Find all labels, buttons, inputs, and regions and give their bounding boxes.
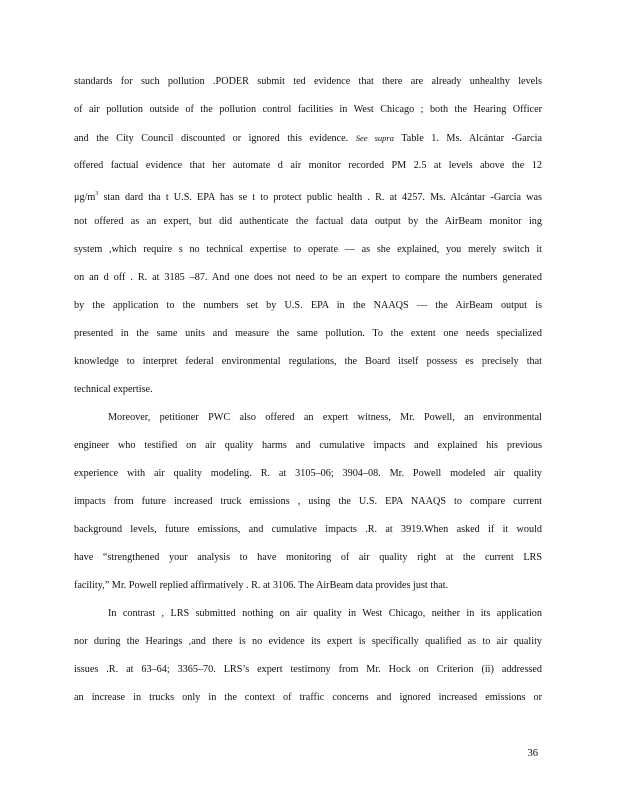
text-line: have “strengthened your analysis to have monitoring of air quality right at the current LRS bbox=[74, 552, 542, 563]
text-line: impacts from future increased truck emissions , using the U.S. EPA NAAQS to compare current bbox=[74, 496, 542, 507]
text-line: knowledge to interpret federal environmental regulations, the Board itself possess es precisely that bbox=[74, 356, 542, 367]
text-line: issues .R. at 63–64; 3365–70. LRS’s expert testimony from Mr. Hock on Criterion (ii) addressed bbox=[74, 664, 542, 675]
text-line: offered factual evidence that her automate d air monitor recorded PM 2.5 at levels above the 12 bbox=[74, 160, 542, 171]
text-line: facility,” Mr. Powell replied affirmatively . R. at 3106. The AirBeam data provides just that. bbox=[74, 580, 449, 591]
text-line: In contrast , LRS submitted nothing on air quality in West Chicago, neither in its application bbox=[108, 608, 542, 619]
text-line-segment: stan dard tha t U.S. EPA has se t to protect public health . R. at 4257. Ms. Alcántar -Garcia was bbox=[103, 192, 542, 203]
text-line: an increase in trucks only in the context of traffic concerns and ignored increased emissions or bbox=[74, 692, 542, 703]
text-line-segment: Table 1. Ms. Alcántar -Garcia bbox=[401, 133, 542, 144]
superscript: 3 bbox=[95, 191, 99, 197]
text-line: by the application to the numbers set by U.S. EPA in the NAAQS — the AirBeam output is bbox=[74, 300, 542, 311]
page-number: 36 bbox=[527, 748, 538, 759]
text-line: experience with air quality modeling. R. at 3105–06; 3904–08. Mr. Powell modeled air quality bbox=[74, 468, 542, 479]
text-line: technical expertise. bbox=[74, 384, 153, 395]
text-line: nor during the Hearings ,and there is no evidence its expert is specifically qualified as to air quality bbox=[74, 636, 542, 647]
text-line: presented in the same units and measure the same pollution. To the extent one needs specialized bbox=[74, 328, 542, 339]
text-line bbox=[74, 180, 542, 208]
text-line: not offered as an expert, but did authenticate the factual data output by the AirBeam monitor ing bbox=[74, 216, 542, 227]
text-line: system ,which require s no technical expertise to operate — as she explained, you merely switch it bbox=[74, 244, 542, 255]
text-line: Moreover, petitioner PWC also offered an expert witness, Mr. Powell, an environmental bbox=[108, 412, 542, 423]
text-line: background levels, future emissions, and cumulative impacts .R. at 3919.When asked if it would bbox=[74, 524, 542, 535]
text-line-segment: and the City Council discounted or ignored this evidence. bbox=[74, 133, 349, 144]
document-body bbox=[74, 68, 542, 712]
text-line: on an d off . R. at 3185 –87. And one does not need to be an expert to compare the numbers generated bbox=[74, 272, 542, 283]
text-line: of air pollution outside of the pollution control facilities in West Chicago ; both the Hearing Officer bbox=[74, 104, 542, 115]
text-line: standards for such pollution .PODER submit ted evidence that there are already unhealthy levels bbox=[74, 76, 542, 87]
text-line-segment: μg/m bbox=[74, 192, 96, 203]
text-line bbox=[74, 124, 542, 152]
text-line: engineer who testified on air quality harms and cumulative impacts and explained his previous bbox=[74, 440, 542, 451]
citation-signal: See supra bbox=[355, 133, 394, 143]
